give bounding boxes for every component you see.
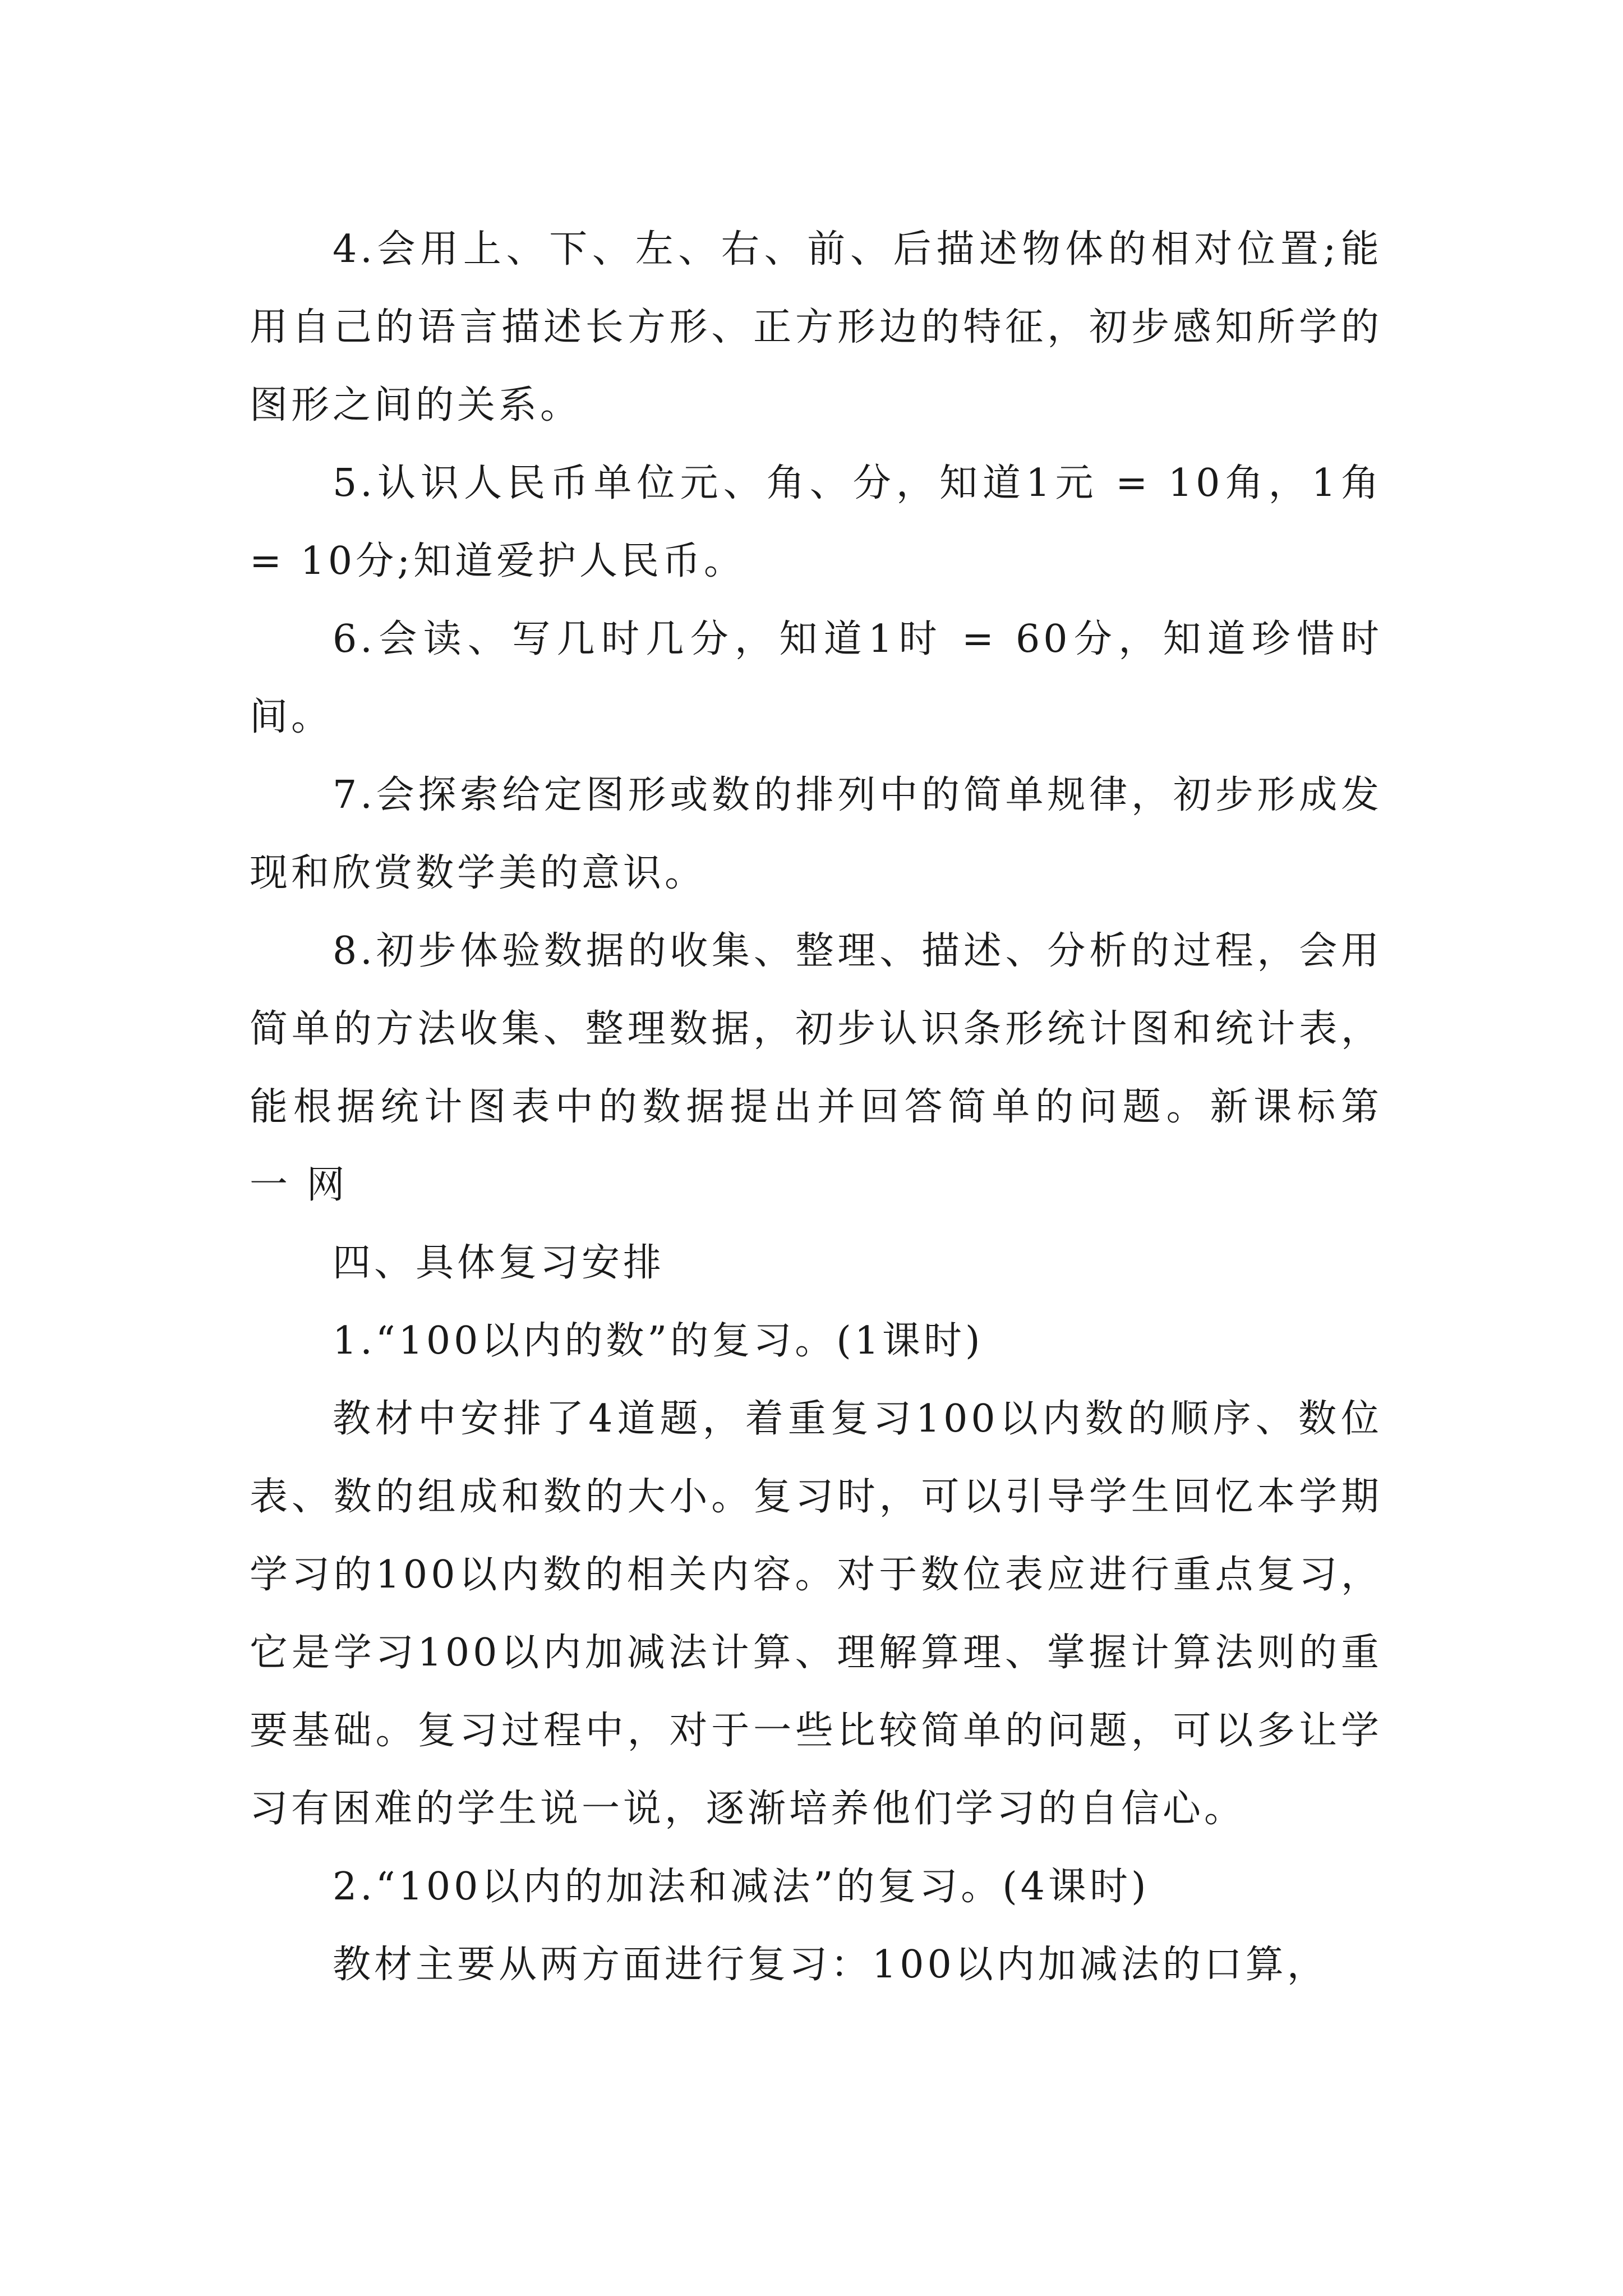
paragraph-goal-6: 6.会读、写几时几分，知道1时 = 60分，知道珍惜时间。 — [250, 617, 1382, 739]
paragraph-goal-7: 7.会探索给定图形或数的排列中的简单规律，初步形成发现和欣赏数学美的意识。 — [250, 773, 1382, 895]
document-body — [250, 210, 1382, 2004]
paragraph-goal-8: 8.初步体验数据的收集、整理、描述、分析的过程，会用简单的方法收集、整理数据，初步认识条形统计图和统计表，能根据统计图表中的数据提出并回答简单的问题。新课标第 一 网 — [250, 929, 1382, 1207]
subheading-numbers-within-100: 1.“100以内的数”的复习。(1课时) — [333, 1319, 984, 1363]
paragraph-numbers-review: 教材中安排了4道题，着重复习100以内数的顺序、数位表、数的组成和数的大小。复习时，可以引导学生回忆本学期学习的100以内数的相关内容。对于数位表应进行重点复习，它是学习100以内加减法计算、理解算理、掌握计算法则的重要基础。复习过程中，对于一些比较简单的问题，可以多让学习有困难的学生说一说，逐渐培养他们学习的自信心。 — [250, 1397, 1382, 1831]
subheading-addition-subtraction: 2.“100以内的加法和减法”的复习。(4课时) — [333, 1865, 1150, 1909]
paragraph-goal-5: 5.认识人民币单位元、角、分，知道1元 = 10角，1角 = 10分;知道爱护人民币。 — [250, 461, 1382, 583]
section-heading-review-plan: 四、具体复习安排 — [333, 1241, 665, 1285]
paragraph-addition-subtraction-review: 教材主要从两方面进行复习：100以内加减法的口算， — [333, 1943, 1329, 1987]
paragraph-goal-4: 4.会用上、下、左、右、前、后描述物体的相对位置;能用自己的语言描述长方形、正方形边的特征，初步感知所学的图形之间的关系。 — [250, 227, 1382, 427]
